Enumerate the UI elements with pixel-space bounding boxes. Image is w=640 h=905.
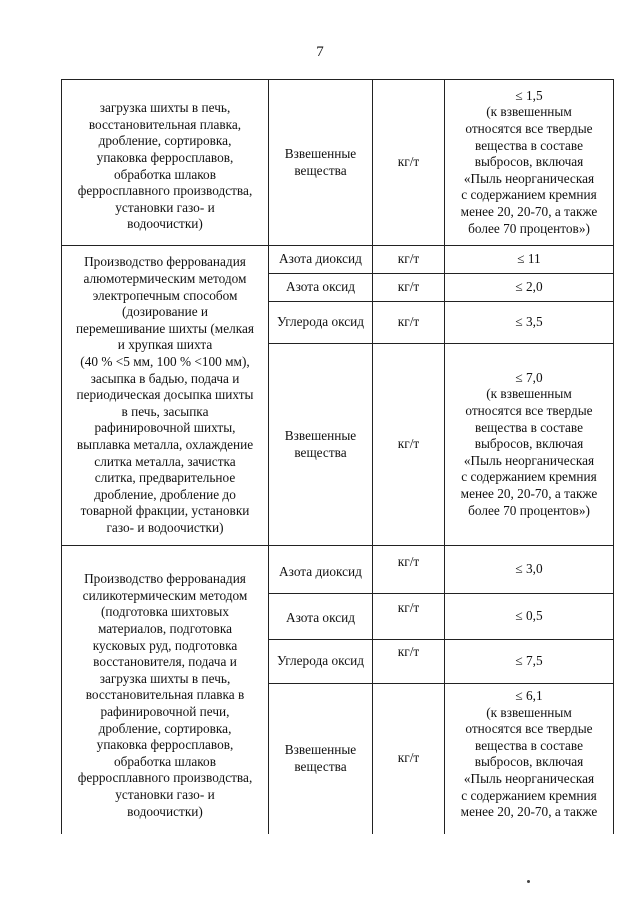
limit-line: ≤ 6,1 xyxy=(515,688,543,703)
limit-line: более 70 процентов») xyxy=(468,220,590,236)
process-line: восстановительная плавка, xyxy=(88,116,242,132)
process-line: кусковых руд, подготовка xyxy=(92,637,238,653)
process-line: в печь, засыпка xyxy=(121,403,209,419)
substance-cell: Углерода оксид xyxy=(269,302,373,344)
process-line: загрузка шихты в печь, xyxy=(99,100,231,116)
process-line: (дозирование и xyxy=(121,304,209,320)
limit-cell xyxy=(445,274,614,302)
limit-line: вещества в составе xyxy=(475,737,583,753)
process-line: слитка металла, зачистка xyxy=(94,453,236,469)
process-line: ферросплавного производства, xyxy=(77,770,253,786)
limit-line: (к взвешенным xyxy=(486,104,572,120)
process-line: установки газо- и xyxy=(115,199,215,215)
process-line: выплавка металла, охлаждение xyxy=(76,436,254,452)
limit-line: ≤ 3,5 xyxy=(515,314,543,330)
limit-cell xyxy=(445,684,614,834)
process-line: восстановителя, подача и xyxy=(93,654,237,670)
limit-cell xyxy=(445,546,614,594)
limit-line: относятся все твердые xyxy=(465,721,593,737)
limit-line: менее 20, 20-70, а также xyxy=(460,203,598,219)
substance-cell: Взвешенные вещества xyxy=(269,684,373,834)
process-line: перемешивание шихты (мелкая xyxy=(75,320,255,336)
process-line: материалов, подготовка xyxy=(97,621,233,637)
limit-line: ≤ 1,5 xyxy=(515,87,543,103)
limit-line: ≤ 11 xyxy=(517,251,541,267)
unit-cell: кг/т xyxy=(373,80,445,246)
limit-line: ≤ 0,5 xyxy=(515,608,543,624)
process-line: рафинировочной шихты, xyxy=(94,420,236,436)
unit-cell: кг/т xyxy=(373,344,445,546)
limit-cell xyxy=(445,640,614,684)
limit-line: менее 20, 20-70, а также xyxy=(460,804,598,820)
limit-line: выбросов, включая xyxy=(474,154,584,170)
substance-cell: Азота диоксид xyxy=(269,546,373,594)
process-description-cell xyxy=(62,80,269,246)
table-body xyxy=(62,80,614,834)
process-line: дробление, сортировка, xyxy=(98,720,232,736)
table-row xyxy=(62,246,614,274)
limit-line: вещества в составе xyxy=(475,137,583,153)
process-description-cell xyxy=(62,546,269,834)
process-line: рафинировочной печи, xyxy=(100,704,230,720)
process-line: и хрупкая шихта xyxy=(117,337,213,353)
unit-cell: кг/т xyxy=(373,640,445,684)
limit-cell xyxy=(445,80,614,246)
unit-cell: кг/т xyxy=(373,302,445,344)
substance-cell: Азота оксид xyxy=(269,274,373,302)
process-line: восстановительная плавка в xyxy=(85,687,245,703)
substance-cell: Азота диоксид xyxy=(269,246,373,274)
unit-cell: кг/т xyxy=(373,684,445,834)
limit-line: ≤ 3,0 xyxy=(515,561,543,577)
table-row xyxy=(62,80,614,246)
limit-line: (к взвешенным xyxy=(486,704,572,720)
process-line: силикотермическим методом xyxy=(82,587,248,603)
limit-line: «Пыль неорганическая xyxy=(463,770,595,786)
process-line: обработка шлаков xyxy=(114,166,216,182)
process-line: Производство феррованадия xyxy=(84,571,246,587)
process-line: водоочистки) xyxy=(127,216,203,232)
limit-line: ≤ 2,0 xyxy=(515,279,543,295)
substance-cell: Взвешенные вещества xyxy=(269,80,373,246)
process-line: ферросплавного производства, xyxy=(77,183,253,199)
unit-cell: кг/т xyxy=(373,274,445,302)
process-line: товарной фракции, установки xyxy=(80,503,250,519)
unit-cell: кг/т xyxy=(373,594,445,640)
limit-line: с содержанием кремния xyxy=(461,787,597,803)
limit-line: «Пыль неорганическая xyxy=(463,170,595,186)
substance-cell: Взвешенные вещества xyxy=(269,344,373,546)
unit-cell: кг/т xyxy=(373,246,445,274)
limit-cell xyxy=(445,344,614,546)
limit-cell xyxy=(445,302,614,344)
substance-cell: Углерода оксид xyxy=(269,640,373,684)
limit-line: выбросов, включая xyxy=(474,754,584,770)
unit-cell: кг/т xyxy=(373,546,445,594)
emission-norms-table xyxy=(61,79,614,834)
process-line: водоочистки) xyxy=(127,803,203,819)
substance-cell: Азота оксид xyxy=(269,594,373,640)
limit-line: (к взвешенным xyxy=(486,386,572,402)
process-line: засыпка в бадью, подача и xyxy=(90,370,240,386)
process-line: дробление, дробление до xyxy=(94,486,236,502)
process-line: дробление, сортировка, xyxy=(98,133,232,149)
limit-line: ≤ 7,0 xyxy=(515,369,543,385)
limit-line: менее 20, 20-70, а также xyxy=(460,485,598,501)
process-line: обработка шлаков xyxy=(114,753,216,769)
process-line: установки газо- и xyxy=(115,787,215,803)
process-line: алюмотермическим методом xyxy=(83,271,247,287)
limit-line: «Пыль неорганическая xyxy=(463,452,595,468)
limit-cell xyxy=(445,594,614,640)
process-line: упаковка ферросплавов, xyxy=(96,149,234,165)
process-line: электропечным способом xyxy=(92,287,238,303)
process-line: упаковка ферросплавов, xyxy=(96,737,234,753)
process-line: слитка, предварительное xyxy=(94,470,236,486)
limit-line: с содержанием кремния xyxy=(461,469,597,485)
limit-line: относятся все твердые xyxy=(465,121,593,137)
limit-cell xyxy=(445,246,614,274)
limit-line: вещества в составе xyxy=(475,419,583,435)
process-description-cell xyxy=(62,246,269,546)
limit-line: более 70 процентов») xyxy=(468,502,590,518)
limit-line: выбросов, включая xyxy=(474,436,584,452)
limit-line: ≤ 7,5 xyxy=(515,653,543,669)
process-line: загрузка шихты в печь, xyxy=(99,670,231,686)
limit-line: с содержанием кремния xyxy=(461,187,597,203)
page-number: 7 xyxy=(316,44,324,60)
process-line: газо- и водоочистки) xyxy=(106,519,224,535)
process-line: (подготовка шихтовых xyxy=(100,604,230,620)
process-line: (40 % <5 мм, 100 % <100 мм), xyxy=(80,354,250,370)
process-line: Производство феррованадия xyxy=(84,254,246,270)
process-line: периодическая досыпка шихты xyxy=(76,387,254,403)
table-row xyxy=(62,546,614,594)
scan-speck xyxy=(527,880,530,883)
limit-line: относятся все твердые xyxy=(465,403,593,419)
